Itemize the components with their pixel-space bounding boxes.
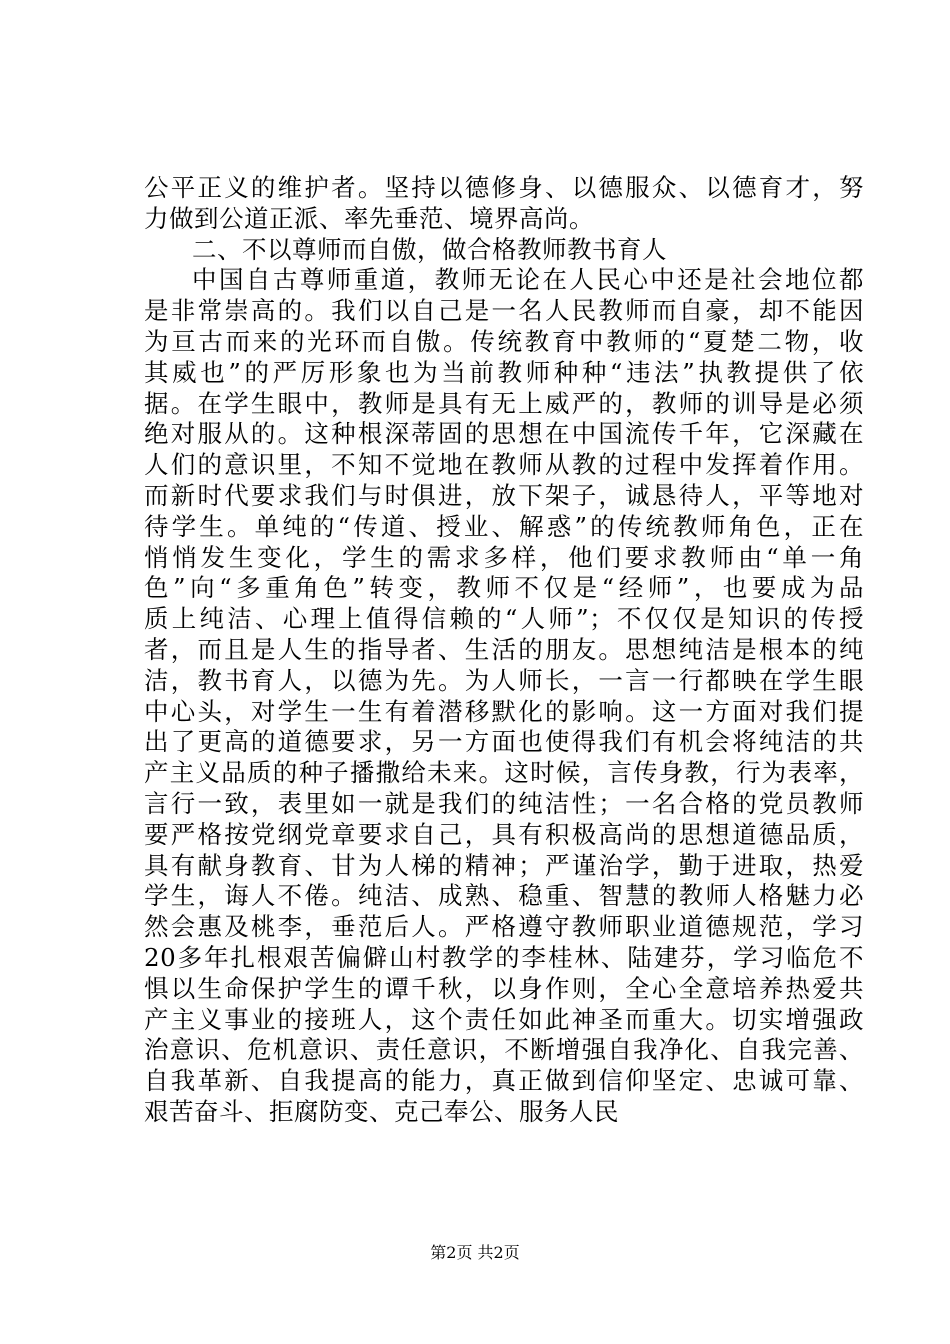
- text-line: 惧以生命保护学生的谭千秋，以身作则，全心全意培养热爱共: [144, 973, 864, 1003]
- text-line: 学生，诲人不倦。纯洁、成熟、稳重、智慧的教师人格魅力必: [144, 881, 864, 911]
- text-line: 具有献身教育、甘为人梯的精神；严谨治学，勤于进取，热爱: [144, 850, 864, 880]
- text-line: 出了更高的道德要求，另一方面也使得我们有机会将纯洁的共: [144, 727, 864, 757]
- text-line: 然会惠及桃李，垂范后人。严格遵守教师职业道德规范，学习: [144, 912, 864, 942]
- text-line: 悄悄发生变化，学生的需求多样，他们要求教师由“单一角: [144, 542, 864, 572]
- text-line: 据。在学生眼中，教师是具有无上威严的，教师的训导是必须: [144, 388, 864, 418]
- text-line: 二、不以尊师而自傲，做合格教师教书育人: [192, 234, 667, 264]
- text-line: 20多年扎根艰苦偏僻山村教学的李桂林、陆建芬，学习临危不: [144, 942, 864, 972]
- text-line: 治意识、危机意识、责任意识，不断增强自我净化、自我完善、: [144, 1035, 864, 1065]
- text-line: 是非常崇高的。我们以自己是一名人民教师而自豪，却不能因: [144, 296, 864, 326]
- text-line: 自我革新、自我提高的能力，真正做到信仰坚定、忠诚可靠、: [144, 1066, 864, 1096]
- text-line: 言行一致，表里如一就是我们的纯洁性；一名合格的党员教师: [144, 788, 864, 818]
- text-line: 产主义事业的接班人，这个责任如此神圣而重大。切实增强政: [144, 1004, 864, 1034]
- text-line: 而新时代要求我们与时俱进，放下架子，诚恳待人，平等地对: [144, 480, 864, 510]
- text-line: 公平正义的维护者。坚持以德修身、以德服众、以德育才，努: [144, 173, 864, 202]
- text-line: 人们的意识里，不知不觉地在教师从教的过程中发挥着作用。: [144, 450, 864, 480]
- text-line: 为亘古而来的光环而自傲。传统教育中教师的“夏楚二物，收: [144, 326, 864, 356]
- text-line: 待学生。单纯的“传道、授业、解惑”的传统教师角色，正在: [144, 511, 864, 541]
- body-text: [144, 173, 864, 1128]
- text-line: 绝对服从的。这种根深蒂固的思想在中国流传千年，它深藏在: [144, 419, 864, 449]
- text-line: 中心头，对学生一生有着潜移默化的影响。这一方面对我们提: [144, 696, 864, 726]
- text-line: 质上纯洁、心理上值得信赖的“人师”；不仅仅是知识的传授: [144, 604, 864, 634]
- text-line: 者，而且是人生的指导者、生活的朋友。思想纯洁是根本的纯: [144, 634, 864, 664]
- text-line: 色”向“多重角色”转变，教师不仅是“经师”，也要成为品: [144, 573, 864, 603]
- text-line: 洁，教书育人，以德为先。为人师长，一言一行都映在学生眼: [144, 665, 864, 695]
- text-line: 力做到公道正派、率先垂范、境界高尚。: [144, 203, 594, 233]
- text-line: 产主义品质的种子播撒给未来。这时候，言传身教，行为表率，: [144, 758, 864, 788]
- page-footer: 第2页 共2页: [430, 1243, 520, 1262]
- text-line: 艰苦奋斗、拒腐防变、克己奉公、服务人民: [144, 1096, 619, 1126]
- text-line: 中国自古尊师重道，教师无论在人民心中还是社会地位都: [192, 265, 864, 295]
- text-line: 其威也”的严厉形象也为当前教师种种“违法”执教提供了依: [144, 357, 864, 387]
- text-line: 要严格按党纲党章要求自己，具有积极高尚的思想道德品质，: [144, 819, 864, 849]
